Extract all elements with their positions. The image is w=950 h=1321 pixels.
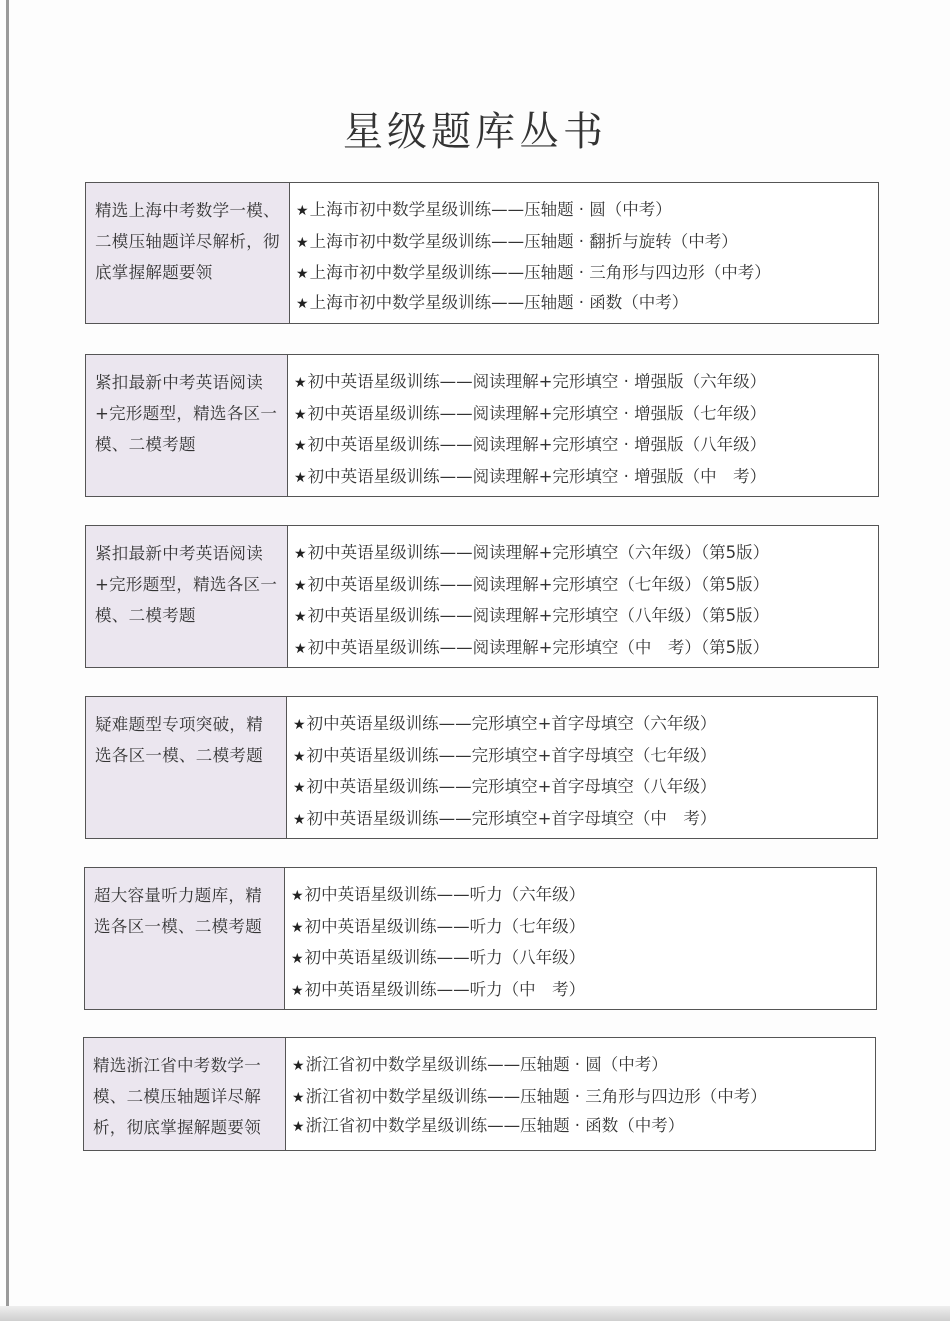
- book-item: ★上海市初中数学星级训练——压轴题 · 翻折与旋转（中考）: [296, 231, 738, 251]
- star-icon: ★: [293, 780, 306, 796]
- series-section: [85, 696, 878, 839]
- book-item: ★浙江省初中数学星级训练——压轴题 · 三角形与四边形（中考）: [292, 1086, 767, 1106]
- series-description: 精选上海中考数学一模、二模压轴题详尽解析，彻底掌握解题要领: [86, 183, 290, 323]
- book-item: ★初中英语星级训练——阅读理解+完形填空（六年级）（第5版）: [294, 543, 770, 562]
- book-item: ★上海市初中数学星级训练——压轴题 · 圆（中考）: [296, 200, 672, 219]
- book-item: ★初中英语星级训练——听力（六年级）: [291, 885, 586, 904]
- series-section: [85, 182, 879, 324]
- star-icon: ★: [294, 406, 307, 423]
- book-item: ★初中英语星级训练——阅读理解+完形填空 · 增强版（七年级）: [294, 403, 767, 423]
- star-icon: ★: [291, 919, 304, 936]
- book-item: ★浙江省初中数学星级训练——压轴题 · 函数（中考）: [292, 1116, 685, 1135]
- book-list: [290, 183, 878, 323]
- book-item: ★浙江省初中数学星级训练——压轴题 · 圆（中考）: [292, 1055, 668, 1074]
- star-icon: ★: [292, 1089, 305, 1106]
- star-icon: ★: [296, 203, 309, 219]
- book-item: ★初中英语星级训练——完形填空+首字母填空（六年级）: [293, 714, 717, 733]
- star-icon: ★: [293, 748, 306, 765]
- book-item: ★初中英语星级训练——阅读理解+完形填空 · 增强版（中 考）: [294, 466, 767, 486]
- star-icon: ★: [294, 640, 307, 657]
- series-section: [85, 525, 879, 668]
- star-icon: ★: [294, 577, 307, 594]
- series-description: 超大容量听力题库，精选各区一模、二模考题: [85, 868, 285, 1009]
- series-section: [85, 354, 879, 497]
- star-icon: ★: [292, 1119, 305, 1135]
- star-icon: ★: [293, 811, 306, 828]
- series-description: 精选浙江省中考数学一模、二模压轴题详尽解析，彻底掌握解题要领: [84, 1038, 286, 1150]
- star-icon: ★: [293, 717, 306, 733]
- series-section: [83, 1037, 876, 1151]
- series-description: 疑难题型专项突破，精选各区一模、二模考题: [86, 697, 287, 838]
- book-item: ★初中英语星级训练——完形填空+首字母填空（八年级）: [293, 777, 717, 796]
- star-icon: ★: [294, 546, 307, 562]
- star-icon: ★: [296, 234, 309, 251]
- book-list: [288, 526, 878, 667]
- series-description: 紧扣最新中考英语阅读+完形题型，精选各区一模、二模考题: [86, 355, 288, 496]
- book-item: ★初中英语星级训练——阅读理解+完形填空（八年级）（第5版）: [294, 606, 770, 625]
- star-icon: ★: [296, 295, 309, 312]
- star-icon: ★: [291, 888, 304, 904]
- book-item: ★上海市初中数学星级训练——压轴题 · 三角形与四边形（中考）: [296, 263, 771, 282]
- star-icon: ★: [294, 438, 307, 454]
- book-item: ★初中英语星级训练——阅读理解+完形填空 · 增强版（八年级）: [294, 435, 767, 454]
- page-edge: [6, 0, 9, 1321]
- page-bottom-edge: [0, 1306, 950, 1321]
- page-title: 星级题库丛书: [343, 109, 607, 155]
- star-icon: ★: [291, 951, 304, 967]
- series-section: [84, 867, 877, 1010]
- star-icon: ★: [291, 982, 304, 999]
- book-item: ★初中英语星级训练——听力（八年级）: [291, 948, 586, 967]
- star-icon: ★: [294, 609, 307, 625]
- book-item: ★初中英语星级训练——阅读理解+完形填空 · 增强版（六年级）: [294, 372, 767, 391]
- book-list: [288, 355, 878, 496]
- book-list: [286, 1038, 875, 1150]
- star-icon: ★: [296, 266, 309, 282]
- series-description: 紧扣最新中考英语阅读+完形题型，精选各区一模、二模考题: [86, 526, 288, 667]
- book-item: ★初中英语星级训练——完形填空+首字母填空（中 考）: [293, 808, 717, 828]
- book-item: ★初中英语星级训练——听力（七年级）: [291, 916, 586, 936]
- star-icon: ★: [294, 375, 307, 391]
- book-list: [285, 868, 876, 1009]
- book-item: ★初中英语星级训练——阅读理解+完形填空（七年级）（第5版）: [294, 574, 770, 594]
- book-item: ★初中英语星级训练——听力（中 考）: [291, 979, 586, 999]
- star-icon: ★: [294, 469, 307, 486]
- book-list: [287, 697, 877, 838]
- star-icon: ★: [292, 1058, 305, 1074]
- book-item: ★初中英语星级训练——阅读理解+完形填空（中 考）（第5版）: [294, 637, 770, 657]
- book-item: ★初中英语星级训练——完形填空+首字母填空（七年级）: [293, 745, 717, 765]
- book-item: ★上海市初中数学星级训练——压轴题 · 函数（中考）: [296, 292, 689, 312]
